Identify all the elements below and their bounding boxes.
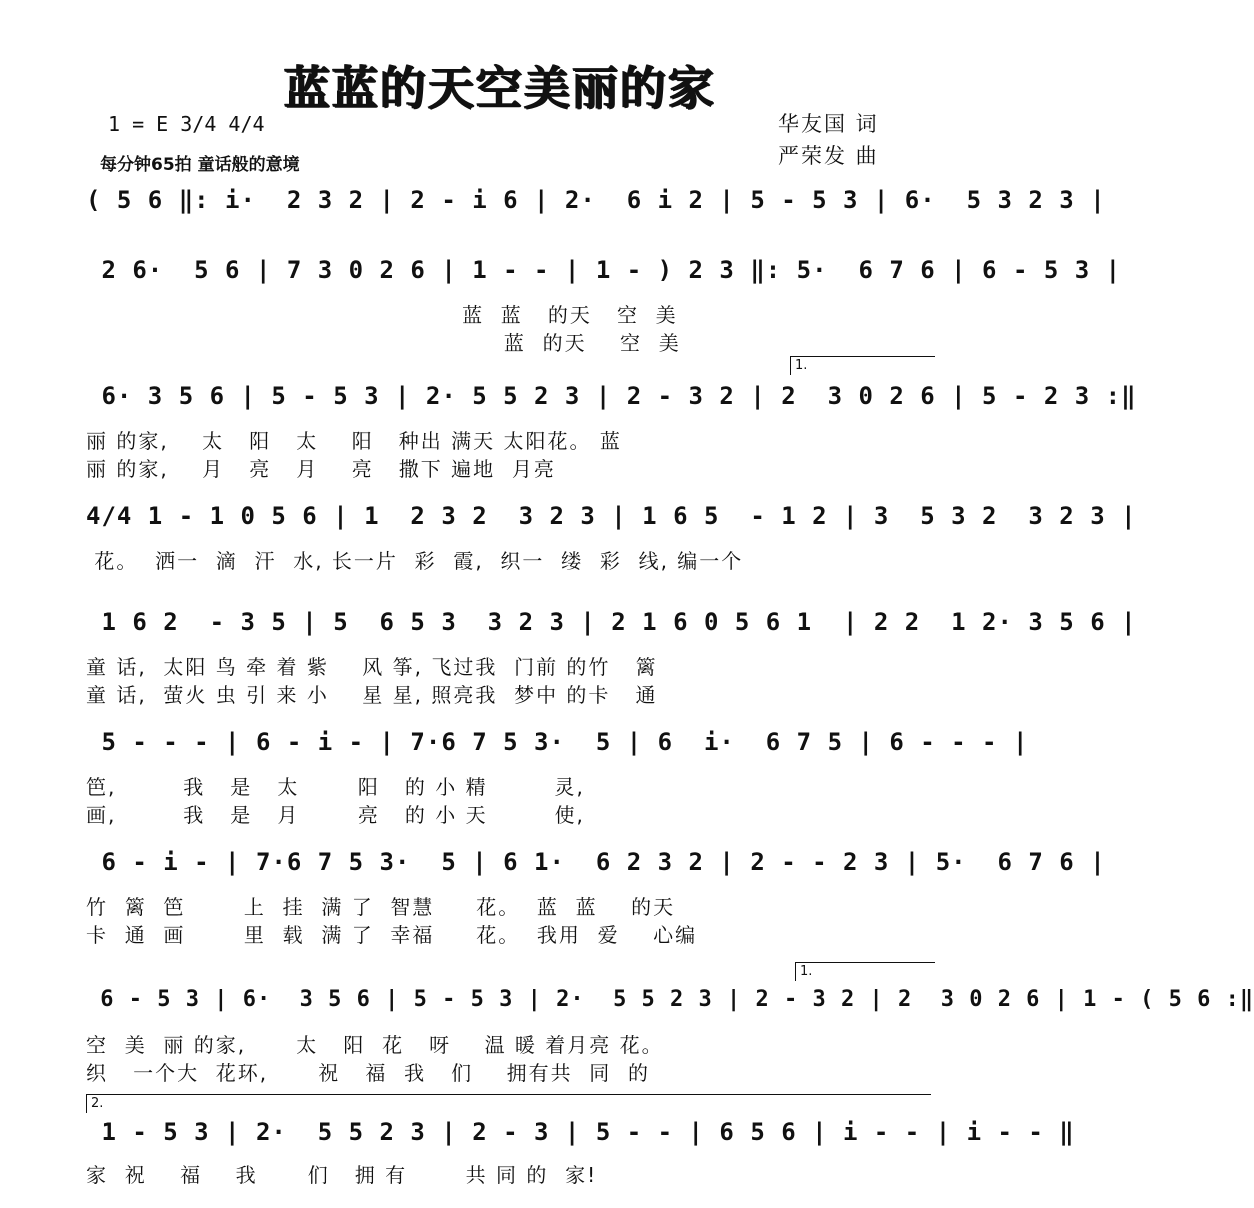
tempo-marking: 每分钟65拍 童话般的意境	[100, 155, 300, 175]
lyric-line-3b: 丽 的家, 月 亮 月 亮 撒下 遍地 月亮	[86, 457, 556, 481]
staff-line-5: 1 6 2 - 3 5 | 5 6 5 3 3 2 3 | 2 1 6 0 5 6 1 | 2 2 1 2· 3 5 6 |	[86, 608, 1137, 636]
volta-first-ending-1: 1.	[790, 356, 935, 375]
lyric-line-7b: 卡 通 画 里 载 满 了 幸福 花。 我用 爱 心编	[86, 923, 698, 947]
lyric-line-5a: 童 话, 太阳 鸟 牵 着 紫 风 筝, 飞过我 门前 的竹 篱	[86, 655, 658, 679]
staff-line-8: 6 - 5 3 | 6· 3 5 6 | 5 - 5 3 | 2· 5 5 2 3 | 2 - 3 2 | 2 3 0 2 6 | 1 - ( 5 6 :‖	[86, 987, 1254, 1012]
lyric-line-8a: 空 美 丽 的家, 太 阳 花 呀 温 暖 着月亮 花。	[86, 1033, 664, 1057]
key-signature: 1 = E 3/4 4/4	[108, 112, 265, 136]
lyric-line-5b: 童 话, 萤火 虫 引 来 小 星 星, 照亮我 梦中 的卡 通	[86, 683, 658, 707]
lyric-line-9a: 家 祝 福 我 们 拥 有 共 同 的 家!	[86, 1163, 598, 1187]
lyric-line-8b: 织 一个大 花环, 祝 福 我 们 拥有共 同 的	[86, 1061, 651, 1085]
volta-first-ending-2: 1.	[795, 962, 935, 981]
lyric-line-2b: 蓝 的天 空 美	[86, 331, 681, 355]
lyric-line-3a: 丽 的家, 太 阳 太 阳 种出 满天 太阳花。 蓝	[86, 429, 622, 453]
staff-line-1: ( 5 6 ‖: i· 2 3 2 | 2 - i 6 | 2· 6 i 2 | 5 - 5 3 | 6· 5 3 2 3 |	[86, 186, 1106, 214]
volta-second-ending: 2.	[86, 1094, 931, 1113]
staff-line-7: 6 - i - | 7·6 7 5 3· 5 | 6 1· 6 2 3 2 | 2 - - 2 3 | 5· 6 7 6 |	[86, 848, 1106, 876]
lyricist-credit: 华友国 词	[778, 112, 879, 136]
lyric-line-4a: 花。 洒一 滴 汗 水, 长一片 彩 霞, 织一 缕 彩 线, 编一个	[86, 549, 744, 573]
staff-line-3: 6· 3 5 6 | 5 - 5 3 | 2· 5 5 2 3 | 2 - 3 2 | 2 3 0 2 6 | 5 - 2 3 :‖	[86, 382, 1137, 410]
lyric-line-2a: 蓝 蓝 的天 空 美	[86, 303, 678, 327]
composer-credit: 严荣发 曲	[778, 144, 879, 168]
staff-line-9: 1 - 5 3 | 2· 5 5 2 3 | 2 - 3 | 5 - - | 6 5 6 | i - - | i - - ‖	[86, 1118, 1075, 1146]
lyric-line-7a: 竹 篱 笆 上 挂 满 了 智慧 花。 蓝 蓝 的天	[86, 895, 676, 919]
lyric-line-6b: 画, 我 是 月 亮 的 小 天 使,	[86, 803, 585, 827]
page-title: 蓝蓝的天空美丽的家	[284, 61, 716, 115]
lyric-line-6a: 笆, 我 是 太 阳 的 小 精 灵,	[86, 775, 585, 799]
staff-line-2: 2 6· 5 6 | 7 3 0 2 6 | 1 - - | 1 - ) 2 3 ‖: 5· 6 7 6 | 6 - 5 3 |	[86, 256, 1122, 284]
staff-line-6: 5 - - - | 6 - i - | 7·6 7 5 3· 5 | 6 i· 6 7 5 | 6 - - - |	[86, 728, 1029, 756]
staff-line-4: 4/4 1 - 1 0 5 6 | 1 2 3 2 3 2 3 | 1 6 5 - 1 2 | 3 5 3 2 3 2 3 |	[86, 502, 1137, 530]
